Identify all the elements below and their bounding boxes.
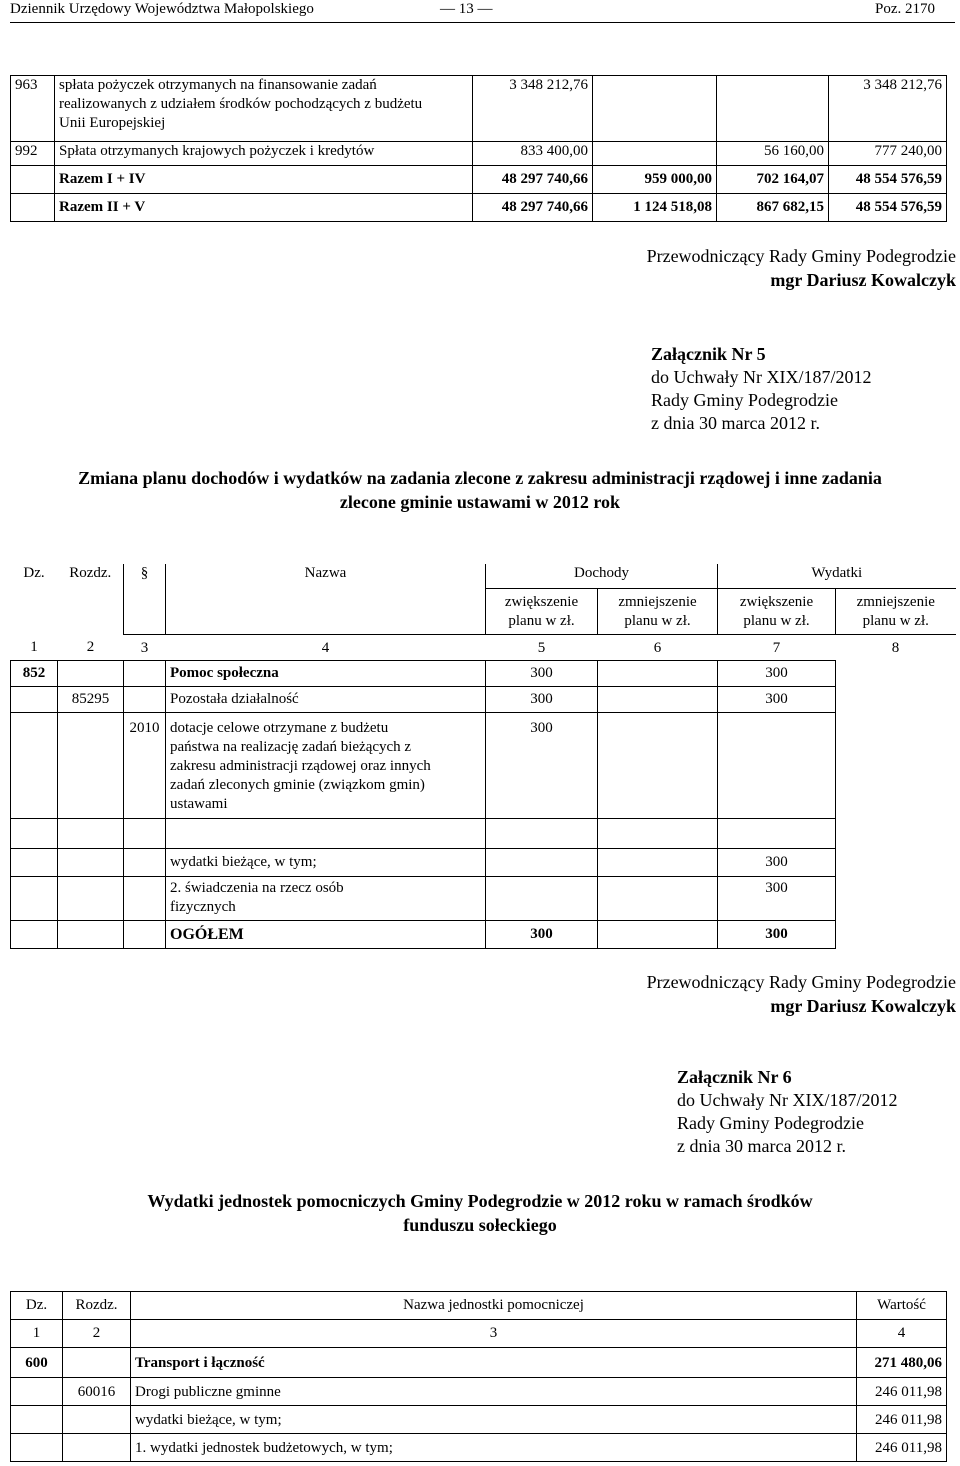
value-cell: 48 554 576,59: [829, 166, 947, 194]
col-dz: Dz.: [23, 565, 45, 581]
table-row: [11, 686, 956, 712]
value-cell: 300: [486, 686, 598, 712]
value-cell: 48 554 576,59: [829, 194, 947, 222]
signature-block: [647, 970, 956, 1018]
column-number-row: [11, 634, 956, 660]
annex-number: Załącznik Nr 6: [677, 1067, 792, 1087]
column-number: 3: [131, 1320, 857, 1348]
sum-label: Razem II + V: [55, 194, 473, 222]
value-cell: 300: [486, 660, 598, 686]
value-cell: 56 160,00: [717, 142, 829, 166]
sum-row: [11, 166, 947, 194]
value-cell: 246 011,98: [857, 1434, 947, 1462]
dz-code: [11, 1378, 63, 1406]
title-line: zlecone gminie ustawami w 2012 rok: [339, 492, 621, 512]
value-cell: 3 348 212,76: [829, 76, 947, 142]
col-dz: Dz.: [11, 1292, 63, 1320]
column-number: 5: [537, 639, 546, 656]
row-name: Spłata otrzymanych krajowych pożyczek i kredytów: [55, 142, 473, 166]
column-number: 4: [321, 639, 330, 656]
column-number: 4: [857, 1320, 947, 1348]
row-name: Transport i łączność: [131, 1348, 857, 1378]
signature-role: Przewodniczący Rady Gminy Podegrodzie: [646, 972, 956, 992]
section-title: [0, 1189, 960, 1237]
column-number: 1: [30, 639, 38, 655]
position-number: Poz. 2170: [875, 1, 935, 17]
column-number-row: [11, 1320, 947, 1348]
table-row: [11, 848, 956, 876]
dz-code: 600: [11, 1348, 63, 1378]
table-row: [11, 76, 947, 142]
value-cell: 48 297 740,66: [473, 166, 593, 194]
row-name: wydatki bieżące, w tym;: [166, 848, 486, 876]
value-cell: 246 011,98: [857, 1378, 947, 1406]
row-name: 1. wydatki jednostek budżetowych, w tym;: [131, 1434, 857, 1462]
signature-block: [647, 244, 956, 292]
annex-header: [677, 1066, 897, 1158]
expense-increase-header: zwiększenie planu w zł.: [718, 588, 836, 634]
income-increase-header: zwiększenie planu w zł.: [486, 588, 598, 634]
dz-code: 852: [11, 660, 58, 686]
annex-date: z dnia 30 marca 2012 r.: [677, 1136, 846, 1156]
annex-council: Rady Gminy Podegrodzie: [677, 1113, 864, 1133]
col-wydatki: Wydatki: [718, 564, 956, 588]
annex-header: [651, 343, 871, 435]
value-cell: [593, 142, 717, 166]
row-name: dotacje celowe otrzymane z budżetu państwa na realizację zadań bieżących z zakresu administracji rządowej oraz innych zadań zleconych gminie (związkom gmin) ustawami: [166, 712, 486, 818]
value-cell: [717, 76, 829, 142]
value-cell: 867 682,15: [717, 194, 829, 222]
value-cell: 777 240,00: [829, 142, 947, 166]
table-row: [11, 1406, 947, 1434]
row-name: Pozostała działalność: [166, 686, 486, 712]
table-header-row: [11, 564, 956, 588]
row-name: 2. świadczenia na rzecz osób fizycznych: [166, 876, 486, 920]
value-cell: 300: [486, 920, 598, 948]
dz-code: [11, 1406, 63, 1434]
value-cell: 959 000,00: [593, 166, 717, 194]
table-row: [11, 1348, 947, 1378]
column-number: 7: [772, 639, 781, 656]
sum-label: Razem I + IV: [55, 166, 473, 194]
value-cell: 300: [486, 712, 598, 818]
row-name: spłata pożyczek otrzymanych na finansowanie zadań realizowanych z udziałem środków pochodzących z budżetu Unii Europejskiej: [55, 76, 473, 142]
title-line: Wydatki jednostek pomocniczych Gminy Podegrodzie w 2012 roku w ramach środków: [147, 1191, 813, 1211]
expense-decrease-header: zmniejszenie planu w zł.: [836, 588, 956, 634]
value-cell: 300: [718, 920, 836, 948]
value-cell: 300: [718, 686, 836, 712]
value-cell: 300: [718, 660, 836, 686]
column-number: 3: [140, 639, 149, 656]
table-row: [11, 1434, 947, 1462]
rozdz-code: 60016: [63, 1378, 131, 1406]
table-row: [11, 660, 956, 686]
value-cell: 48 297 740,66: [473, 194, 593, 222]
table-row: [11, 142, 947, 166]
col-dochody: Dochody: [486, 564, 718, 588]
title-line: Zmiana planu dochodów i wydatków na zadania zlecone z zakresu administracji rządowej i inne zadania: [78, 468, 882, 488]
rozdz-code: [63, 1348, 131, 1378]
row-number: 992: [11, 142, 55, 166]
column-number: 8: [891, 639, 900, 656]
journal-title: Dziennik Urzędowy Województwa Małopolskiego: [10, 1, 314, 17]
annex-resolution: do Uchwały Nr XIX/187/2012: [651, 367, 872, 387]
budget-table-continuation: [10, 75, 947, 222]
col-rozdz: Rozdz.: [69, 565, 112, 581]
table-row: [11, 712, 956, 818]
title-line: funduszu sołeckiego: [403, 1215, 557, 1235]
column-number: 1: [11, 1320, 63, 1348]
value-cell: [593, 76, 717, 142]
total-label: OGÓŁEM: [166, 920, 486, 948]
rozdz-code: 85295: [58, 686, 124, 712]
value-cell: 702 164,07: [717, 166, 829, 194]
value-cell: 833 400,00: [473, 142, 593, 166]
income-decrease-header: zmniejszenie planu w zł.: [598, 588, 718, 634]
section-title: [0, 466, 960, 514]
solecki-fund-table: [10, 1291, 947, 1462]
value-cell: 300: [718, 848, 836, 876]
column-number: 2: [86, 639, 95, 655]
table-row: [11, 876, 956, 920]
annex-resolution: do Uchwały Nr XIX/187/2012: [677, 1090, 898, 1110]
rozdz-code: [63, 1434, 131, 1462]
col-wartosc: Wartość: [857, 1292, 947, 1320]
page-number: — 13 —: [440, 1, 493, 17]
annex-council: Rady Gminy Podegrodzie: [651, 390, 838, 410]
col-nazwa: Nazwa: [166, 564, 486, 634]
value-cell: 3 348 212,76: [473, 76, 593, 142]
total-row: [11, 920, 956, 948]
annex-number: Załącznik Nr 5: [651, 344, 766, 364]
budget-change-table: [10, 564, 956, 949]
col-paragraph: §: [124, 564, 166, 634]
row-name: Drogi publiczne gminne: [131, 1378, 857, 1406]
row-name: wydatki bieżące, w tym;: [131, 1406, 857, 1434]
column-number: 2: [63, 1320, 131, 1348]
sum-row: [11, 194, 947, 222]
row-number: 963: [11, 76, 55, 142]
paragraph-code: 2010: [124, 712, 166, 818]
annex-date: z dnia 30 marca 2012 r.: [651, 413, 820, 433]
signature-name: mgr Dariusz Kowalczyk: [770, 996, 956, 1016]
row-name: Pomoc społeczna: [166, 660, 486, 686]
rozdz-code: [63, 1406, 131, 1434]
signature-role: Przewodniczący Rady Gminy Podegrodzie: [646, 246, 956, 266]
value-cell: 300: [718, 876, 836, 920]
column-number: 6: [653, 639, 662, 656]
value-cell: 1 124 518,08: [593, 194, 717, 222]
col-rozdz: Rozdz.: [63, 1292, 131, 1320]
signature-name: mgr Dariusz Kowalczyk: [770, 270, 956, 290]
table-header-row: [11, 1292, 947, 1320]
value-cell: 246 011,98: [857, 1406, 947, 1434]
col-nazwa: Nazwa jednostki pomocniczej: [131, 1292, 857, 1320]
value-cell: 271 480,06: [857, 1348, 947, 1378]
dz-code: [11, 1434, 63, 1462]
header-divider: [10, 22, 955, 23]
table-row: [11, 1378, 947, 1406]
